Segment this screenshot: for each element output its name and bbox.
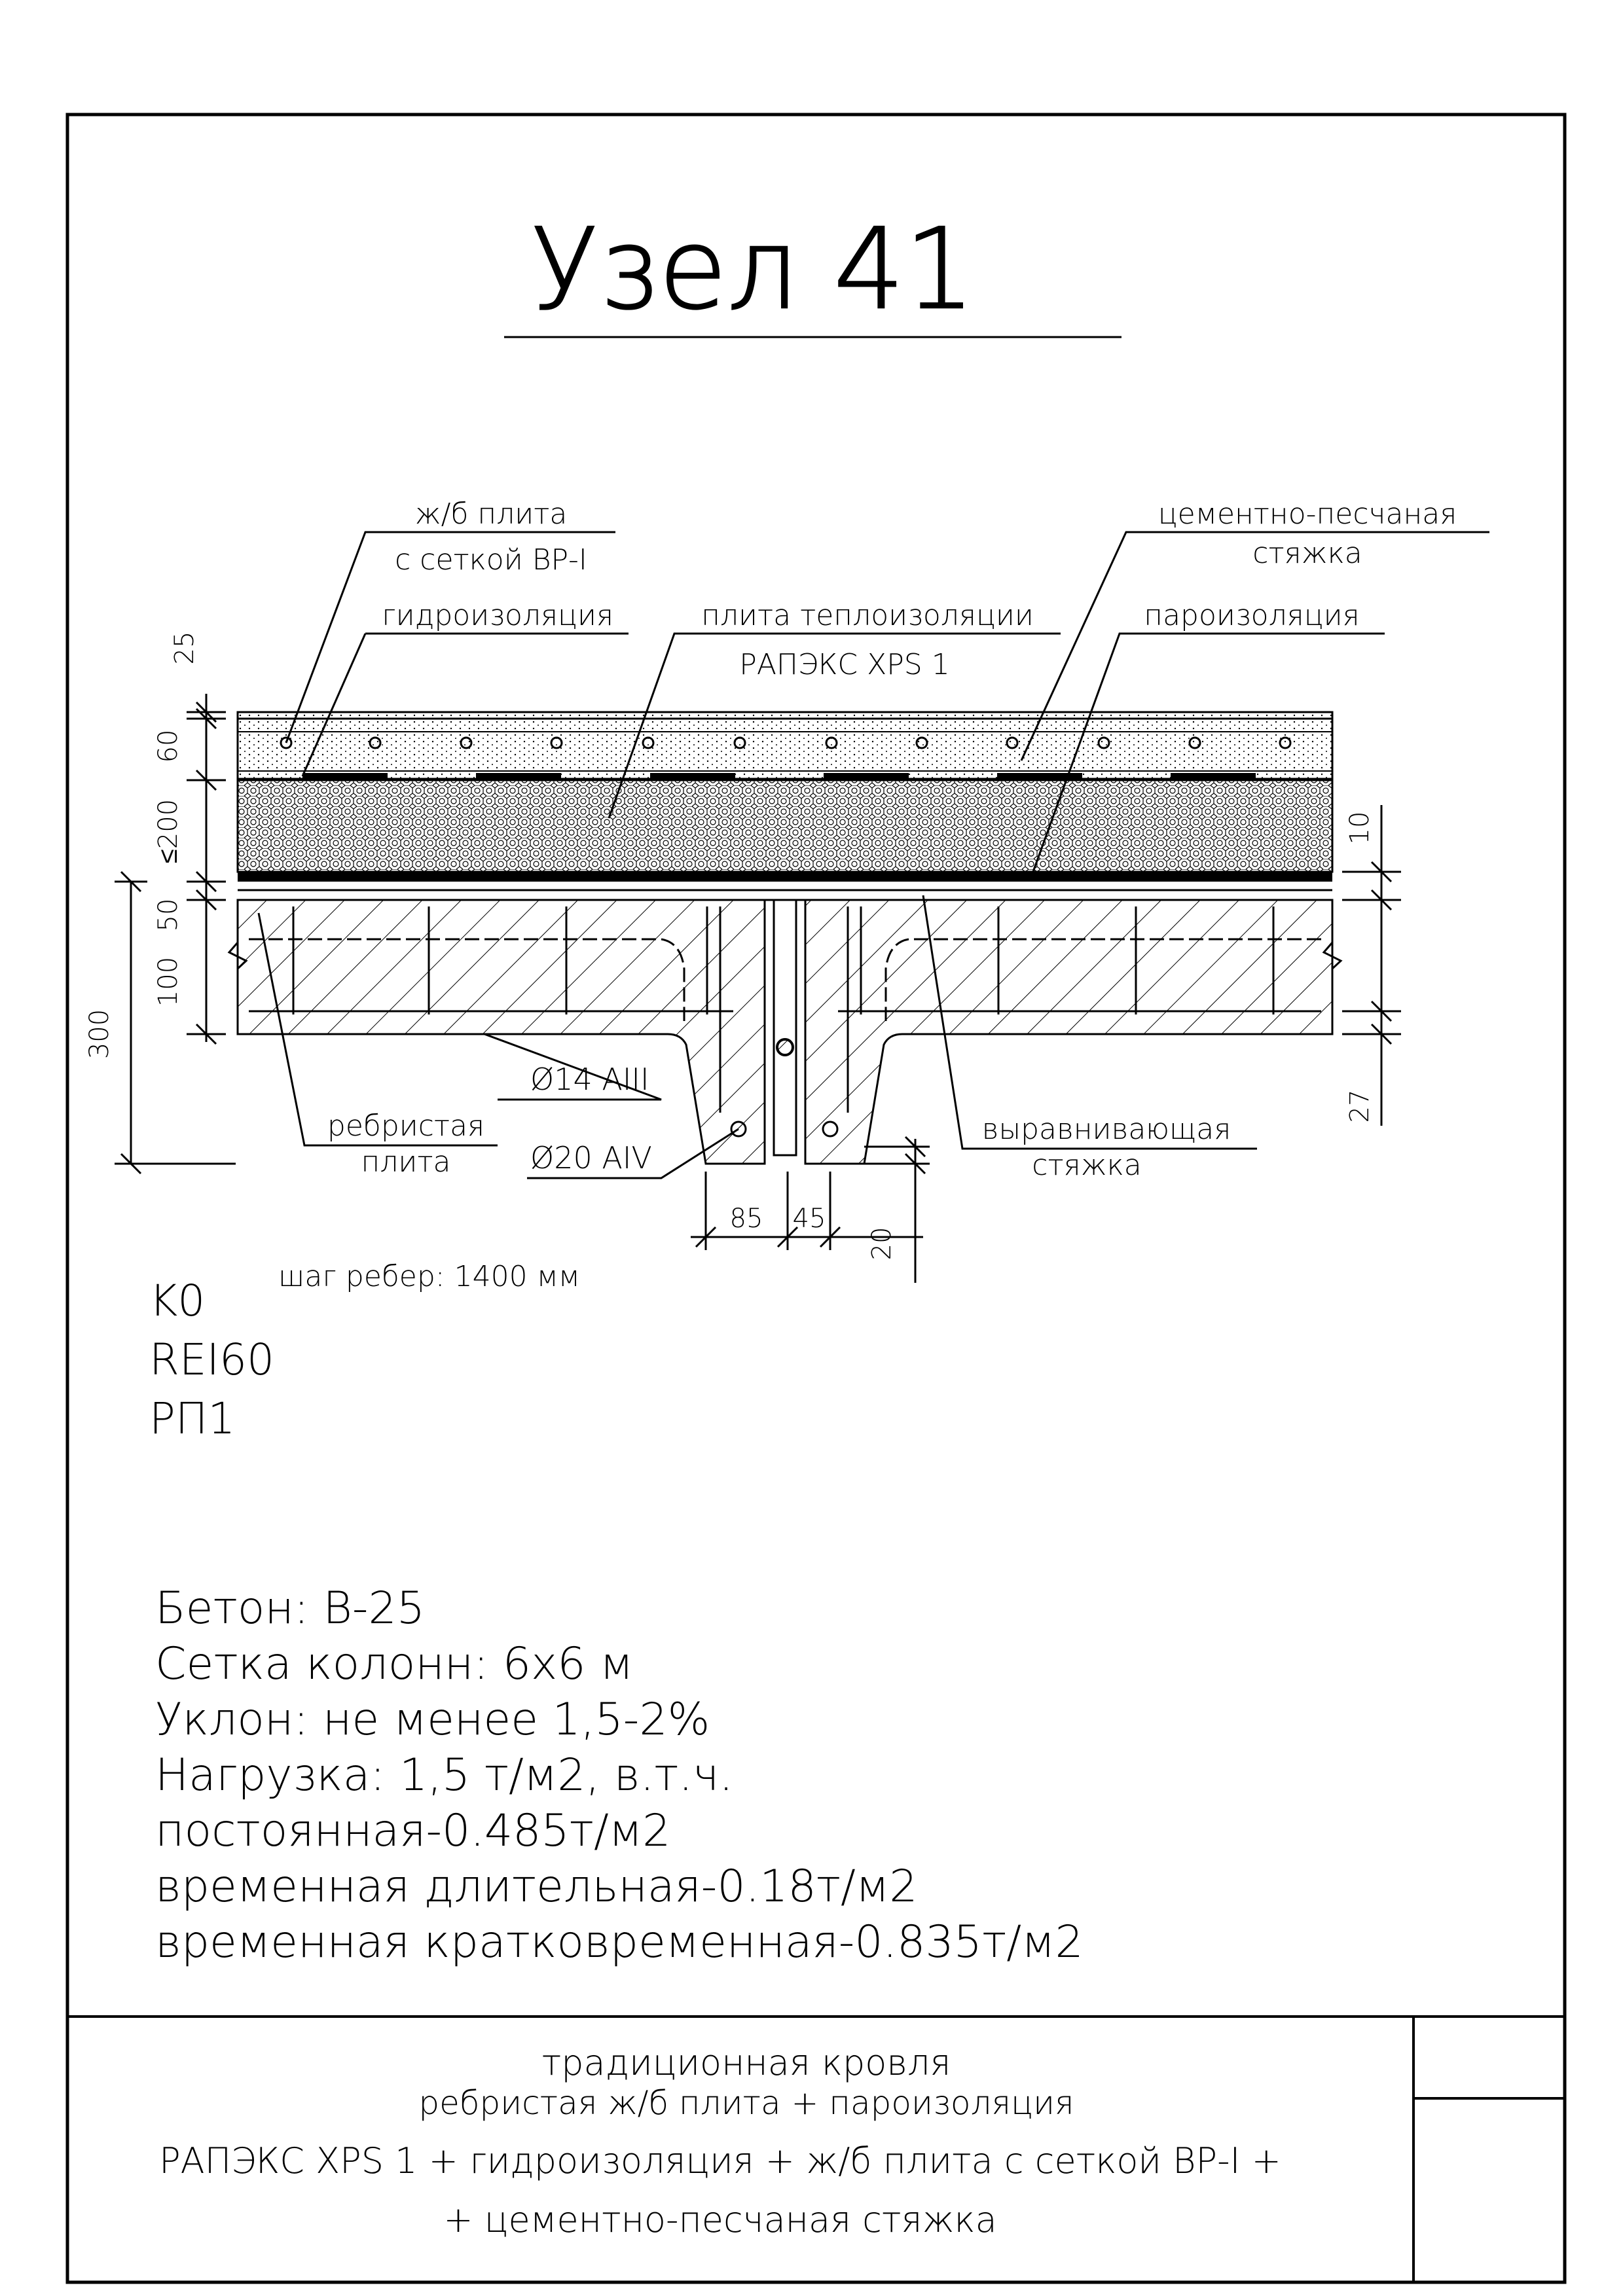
rib-step: шаг ребер: 1400 мм xyxy=(278,1260,580,1293)
rebar1-label: Ø14 AIII xyxy=(530,1062,649,1097)
spec-short-term: временная кратковременная-0.835т/м2 xyxy=(155,1916,1084,1968)
class-rei60: REI60 xyxy=(149,1335,275,1385)
vapor-barrier xyxy=(238,872,1332,882)
dim-300: 300 xyxy=(84,1009,115,1060)
dim-100: 100 xyxy=(153,956,183,1007)
vapor-label: пароизоляция xyxy=(1144,599,1360,632)
leveling-label-2: стяжка xyxy=(1032,1149,1142,1182)
dim-200: ≤200 xyxy=(153,798,183,864)
top-slab-layer xyxy=(238,712,1332,779)
footer-line-1: традиционная кровля xyxy=(541,2042,951,2083)
spec-grid: Сетка колонн: 6х6 м xyxy=(155,1638,634,1690)
screed-label-2: стяжка xyxy=(1252,537,1362,570)
spec-long-term: временная длительная-0.18т/м2 xyxy=(155,1861,918,1912)
waterproofing-label: гидроизоляция xyxy=(381,599,614,632)
screed-label-1: цементно-песчаная xyxy=(1158,497,1457,531)
slab-label-1: ж/б плита xyxy=(414,497,568,531)
rib-bar-right xyxy=(823,1122,837,1136)
roof-section xyxy=(84,497,1489,1283)
footer-line-2: ребристая ж/б плита + пароизоляция xyxy=(418,2084,1074,2122)
rib-slab-label-1: ребристая xyxy=(327,1109,485,1143)
spec-slope: Уклон: не менее 1,5-2% xyxy=(155,1694,710,1746)
dim-60: 60 xyxy=(153,729,183,763)
rebar2-label: Ø20 AIV xyxy=(530,1140,652,1175)
leveling-label-1: выравнивающая xyxy=(981,1113,1231,1146)
insulation-label-1: плита теплоизоляции xyxy=(701,599,1034,632)
joint-cord xyxy=(777,1039,793,1055)
class-rp1: РП1 xyxy=(149,1393,236,1444)
dim-10: 10 xyxy=(1345,811,1375,845)
dim-45: 45 xyxy=(792,1204,826,1234)
dim-27: 27 xyxy=(1345,1089,1375,1123)
slab-label-2: с сеткой ВР-I xyxy=(395,543,587,577)
footer-line-3: РАПЭКС XPS 1 + гидроизоляция + ж/б плита с сеткой ВР-I + xyxy=(159,2140,1281,2181)
rib-slab-label-2: плита xyxy=(361,1145,451,1179)
insulation-label-2: РАПЭКС XPS 1 xyxy=(739,648,950,681)
dim-25: 25 xyxy=(170,631,200,665)
spec-concrete: Бетон: В-25 xyxy=(155,1583,425,1634)
drawing-title: Узел 41 xyxy=(530,205,976,334)
dim-20: 20 xyxy=(867,1227,897,1261)
insulation-layer xyxy=(238,780,1332,872)
dim-50: 50 xyxy=(153,898,183,932)
rib-joint xyxy=(774,900,796,1155)
spec-permanent: постоянная-0.485т/м2 xyxy=(155,1805,671,1857)
footer-line-4: + цементно-песчаная стяжка xyxy=(443,2199,997,2240)
class-k0: K0 xyxy=(149,1276,206,1326)
spec-load: Нагрузка: 1,5 т/м2, в.т.ч. xyxy=(155,1749,733,1801)
dim-85: 85 xyxy=(729,1204,763,1234)
